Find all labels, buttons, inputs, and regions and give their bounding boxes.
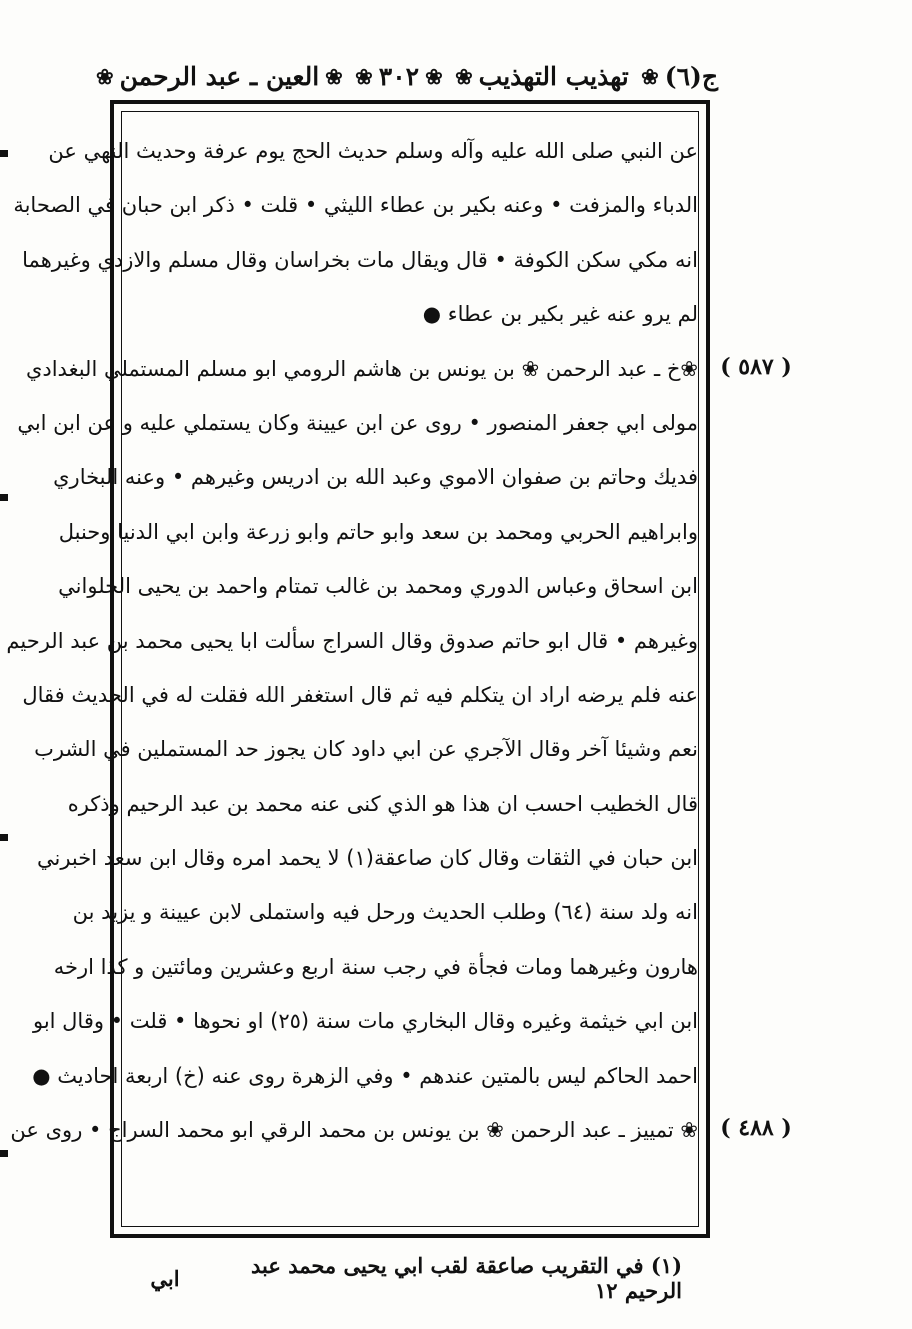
text-line xyxy=(22,668,698,722)
binding-mark xyxy=(0,150,8,157)
text-line xyxy=(53,450,698,504)
header-volume xyxy=(641,62,718,91)
ornament-icon: ❀ xyxy=(355,63,373,89)
text-line-content: مولى ابي جعفر المنصور • روى عن ابن عيينة وكان يستملي عليه و عن ابن ابي xyxy=(17,410,698,435)
running-header xyxy=(96,56,718,96)
ornament-icon: ❀ xyxy=(325,63,343,89)
text-line xyxy=(25,342,698,396)
text-line xyxy=(58,559,698,613)
text-line-content: قال الخطيب احسب ان هذا هو الذي كنى عنه محمد بن عبد الرحيم وذكره xyxy=(67,791,698,816)
text-line xyxy=(13,178,698,232)
ornament-icon: ❀ xyxy=(641,63,659,89)
binding-mark xyxy=(0,1150,8,1157)
header-section xyxy=(96,62,343,91)
ornament-icon: ❀ xyxy=(425,63,443,89)
entry-number: ( ٤٨٨ ) xyxy=(720,1115,792,1142)
text-line-content: انه ولد سنة (٦٤) وطلب الحديث ورحل فيه واستملى لابن عيينة و يزيد بن xyxy=(72,900,698,925)
text-line xyxy=(17,396,698,450)
text-line-content: وابراهيم الحربي ومحمد بن سعد وابو حاتم وابو زرعة وابن ابي الدنيا وحنبل xyxy=(58,519,698,544)
text-line xyxy=(6,614,698,668)
text-line-content: فديك وحاتم بن صفوان الاموي وعبد الله بن ادريس وغيرهم • وعنه البخاري xyxy=(53,465,698,490)
body-text xyxy=(6,124,698,1157)
volume-label: ج(٦) xyxy=(664,61,718,91)
text-line-content: عنه فلم يرضه اراد ان يتكلم فيه ثم قال استغفر الله فقلت له في الحديث فقال xyxy=(22,682,698,707)
text-line-content: ❀ تمييز ـ عبد الرحمن ❀ بن يونس بن محمد الرقي ابو محمد السراج • روى عن xyxy=(10,1118,698,1143)
text-line-content: انه مكي سكن الكوفة • قال ويقال مات بخراسان وقال مسلم والازدي وغيرهما xyxy=(22,247,698,272)
text-line-content: عن النبي صلى الله عليه وآله وسلم حديث الحج يوم عرفة وحديث النهي عن xyxy=(48,139,698,163)
text-line xyxy=(48,124,698,178)
text-line-content: ابن اسحاق وعباس الدوري ومحمد بن غالب تمتام واحمد بن يحيى الحلواني xyxy=(58,574,698,599)
text-line-content: هارون وغيرهما ومات فجأة في رجب سنة اربع وعشرين ومائتين و كذا ارخه xyxy=(53,954,698,979)
text-line xyxy=(10,1103,698,1157)
text-line-content: احمد الحاكم ليس بالمتين عندهم • وفي الزهرة روى عنه (خ) اربعة احاديث ● xyxy=(32,1063,698,1088)
ornament-icon: ❀ xyxy=(455,63,473,89)
text-line xyxy=(67,777,698,831)
text-line xyxy=(72,885,698,939)
book-title: تهذيب التهذيب xyxy=(478,61,629,91)
text-line-content: وغيرهم • قال ابو حاتم صدوق وقال السراج سألت ابا يحيى محمد بن عبد الرحيم xyxy=(6,628,698,653)
text-line-content: ابن حبان في الثقات وقال كان صاعقة(١) لا يحمد امره وقال ابن سعد اخبرني xyxy=(36,846,698,871)
text-line xyxy=(34,722,698,776)
header-book-title xyxy=(455,62,629,91)
binding-mark xyxy=(0,834,8,841)
text-line-content: نعم وشيئا آخر وقال الآجري عن ابي داود كان يجوز حد المستملين في الشرب xyxy=(34,737,698,762)
footnote: (١) في التقريب صاعقة لقب ابي يحيى محمد عبد الرحيم ١٢ xyxy=(251,1253,682,1303)
section-title: العين ـ عبد الرحمن xyxy=(119,61,320,91)
catchword: ابي xyxy=(150,1266,180,1291)
text-line xyxy=(32,994,698,1048)
page-number: ٣٠٢ xyxy=(378,61,420,91)
text-line-content: الدباء والمزفت • وعنه بكير بن عطاء الليثي • قلت • ذكر ابن حبان في الصحابة xyxy=(13,193,698,218)
text-line-content: لم يرو عنه غير بكير بن عطاء ● xyxy=(422,302,698,327)
ornament-icon: ❀ xyxy=(96,63,114,89)
entry-number: ( ٥٨٧ ) xyxy=(720,353,792,380)
text-line xyxy=(53,940,698,994)
text-line-content: ابن ابي خيثمة وغيره وقال البخاري مات سنة (٢٥) او نحوها • قلت • وقال ابو xyxy=(32,1009,698,1034)
binding-mark xyxy=(0,494,8,501)
text-line xyxy=(124,287,698,341)
text-line xyxy=(36,831,698,885)
text-line xyxy=(58,505,698,559)
header-page-number xyxy=(355,62,443,91)
text-line-content: ❀خ ـ عبد الرحمن ❀ بن يونس بن هاشم الرومي ابو مسلم المستملي البغدادي xyxy=(25,356,698,381)
text-line xyxy=(22,233,698,287)
text-line xyxy=(32,1049,698,1103)
